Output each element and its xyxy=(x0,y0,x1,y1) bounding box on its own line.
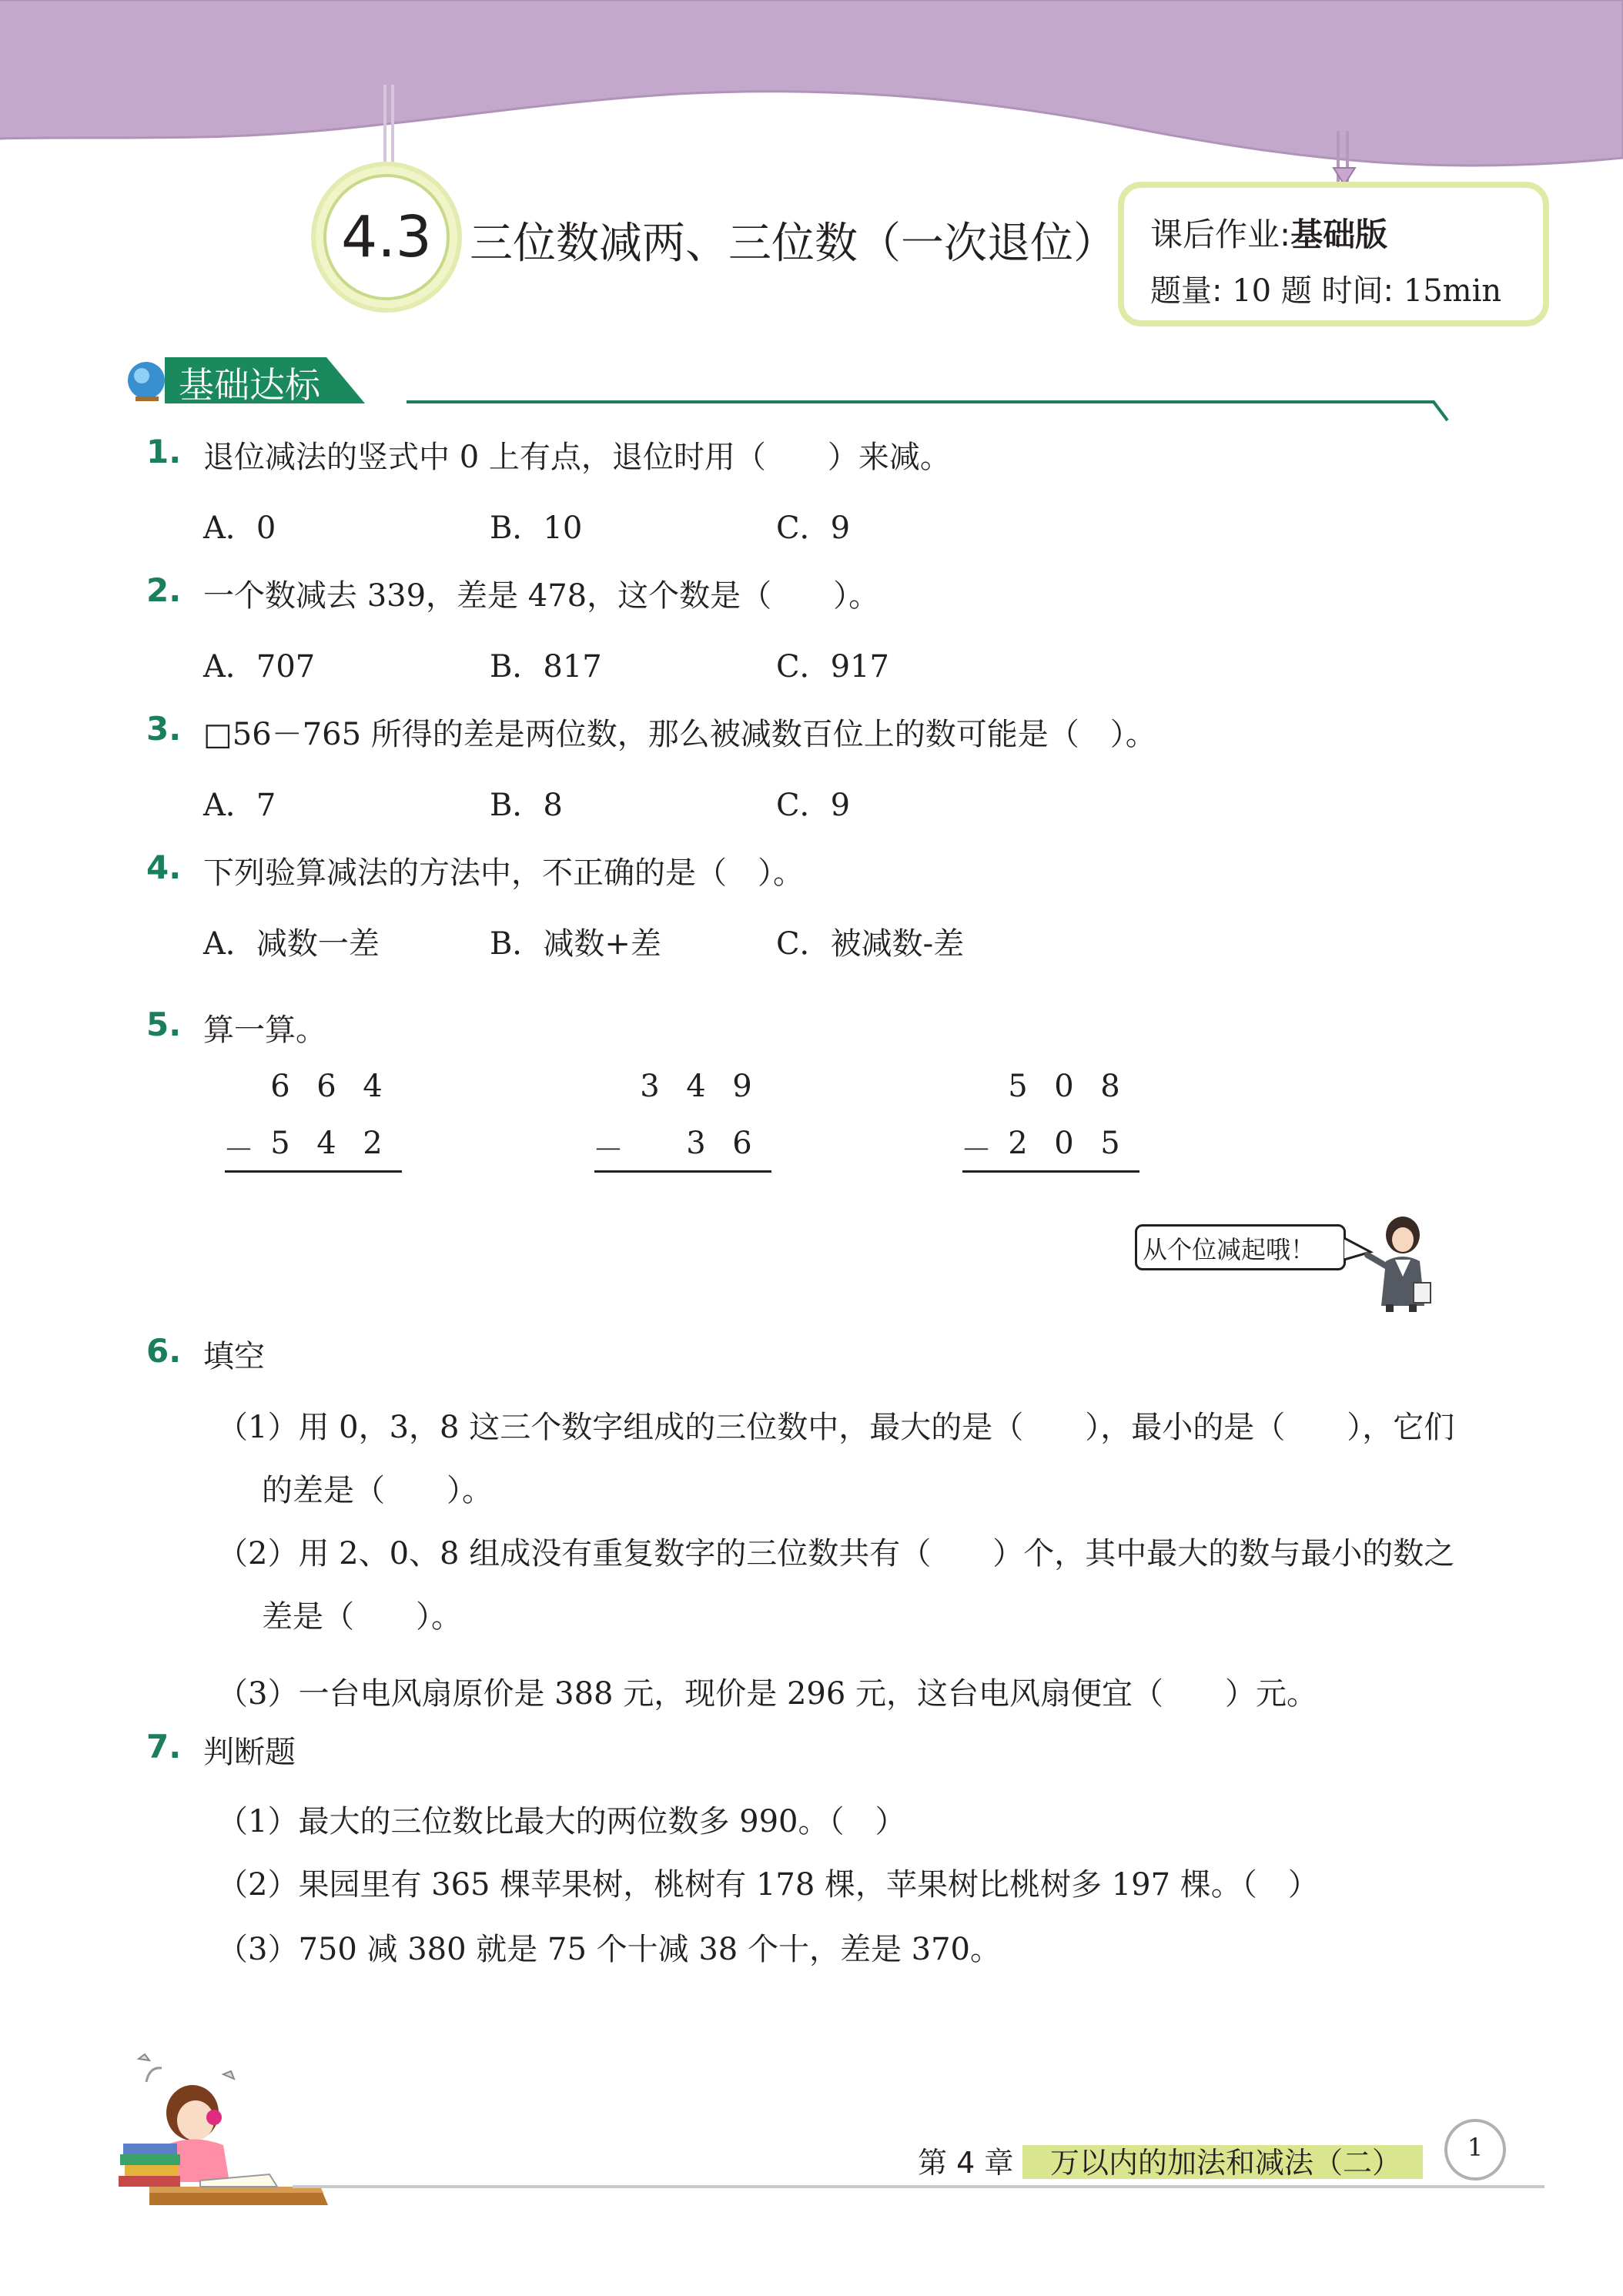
option-c: C．917 xyxy=(776,649,889,684)
judge-item: （2）果园里有 365 棵苹果树，桃树有 178 棵，苹果树比桃树多 197 棵。（ ） xyxy=(217,1867,1319,1903)
lesson-title: 三位数减两、三位数（一次退位） xyxy=(470,219,1116,269)
digit: 6 xyxy=(270,1069,290,1104)
question-number: 3. xyxy=(146,710,182,748)
homework-version: 课后作业:基础版 xyxy=(1150,216,1388,253)
option-a: A．减数一差 xyxy=(203,926,380,962)
fill-item-line: （3）一台电风扇原价是 388 元，现价是 296 元，这台电风扇便宜（ ）元。 xyxy=(217,1676,1318,1712)
digit: 0 xyxy=(1054,1069,1074,1104)
digit: 3 xyxy=(686,1126,706,1161)
digit: 5 xyxy=(1008,1069,1028,1104)
digit: 0 xyxy=(1054,1126,1074,1161)
judge-item: （1）最大的三位数比最大的两位数多 990。（ ） xyxy=(217,1804,906,1839)
footer-chapter-title: 万以内的加法和减法（二） xyxy=(1050,2146,1402,2180)
option-b: B．10 xyxy=(490,510,583,546)
fill-item-line: （2）用 2、0、8 组成没有重复数字的三位数共有（ ）个，其中最大的数与最小的数之 xyxy=(217,1536,1455,1571)
page-number: 1 xyxy=(1444,2119,1506,2181)
digit: 2 xyxy=(1008,1126,1028,1161)
question-number: 2. xyxy=(146,571,182,609)
digit: 8 xyxy=(1100,1069,1120,1104)
minus-sign: － xyxy=(223,1133,254,1168)
option-a: A．7 xyxy=(203,788,276,823)
question-text: 判断题 xyxy=(203,1735,296,1770)
footer-divider xyxy=(293,2185,1544,2188)
digit: 9 xyxy=(732,1069,752,1104)
section-number: 4.3 xyxy=(323,174,450,300)
question-text: 一个数减去 339，差是 478，这个数是（ ）。 xyxy=(203,578,880,614)
minus-sign: － xyxy=(961,1133,992,1168)
option-c: C．9 xyxy=(776,788,851,823)
option-b: B．8 xyxy=(490,788,563,823)
option-c: C．9 xyxy=(776,510,851,546)
answer-line xyxy=(962,1170,1139,1173)
question-text: 退位减法的竖式中 0 上有点，退位时用（ ）来减。 xyxy=(203,440,951,475)
question-text: 算一算。 xyxy=(203,1012,326,1048)
judge-item: （3）750 减 380 就是 75 个十减 38 个十，差是 370。 xyxy=(217,1932,1002,1967)
option-a: A．707 xyxy=(203,649,316,684)
question-number: 1. xyxy=(146,433,182,470)
digit: 4 xyxy=(363,1069,383,1104)
header-banner xyxy=(0,0,1623,185)
option-c: C．被减数-差 xyxy=(776,926,965,962)
question-number: 7. xyxy=(146,1728,182,1766)
version-label: 基础版 xyxy=(1290,216,1388,253)
question-text: □56－765 所得的差是两位数，那么被减数百位上的数可能是（ ）。 xyxy=(203,717,1156,752)
student-reading-illustration-icon xyxy=(115,2051,331,2213)
question-text: 下列验算减法的方法中，不正确的是（ ）。 xyxy=(203,855,804,891)
option-b: B．减数+差 xyxy=(490,926,661,962)
question-number: 6. xyxy=(146,1332,182,1370)
footer-chapter: 第 4 章 xyxy=(918,2146,1014,2180)
question-number: 4. xyxy=(146,848,182,886)
hint-text: 从个位减起哦！ xyxy=(1143,1235,1316,1264)
digit: 6 xyxy=(732,1126,752,1161)
fill-item-line: （1）用 0，3，8 这三个数字组成的三位数中，最大的是（ ），最小的是（ ），它们 xyxy=(217,1410,1455,1445)
section-heading: 基础达标 xyxy=(179,364,320,406)
question-text: 填空 xyxy=(203,1339,265,1374)
digit: 6 xyxy=(316,1069,336,1104)
fill-item-line: 的差是（ ）。 xyxy=(262,1473,493,1508)
homework-meta: 题量: 10 题 时间: 15min xyxy=(1150,273,1502,309)
digit: 2 xyxy=(363,1126,383,1161)
digit: 3 xyxy=(640,1069,660,1104)
teacher-illustration-icon xyxy=(1363,1215,1440,1314)
digit: 5 xyxy=(270,1126,290,1161)
digit: 5 xyxy=(1100,1126,1120,1161)
digit: 4 xyxy=(316,1126,336,1161)
option-a: A．0 xyxy=(203,510,276,546)
answer-line xyxy=(225,1170,402,1173)
answer-line xyxy=(594,1170,771,1173)
question-number: 5. xyxy=(146,1006,182,1043)
minus-sign: － xyxy=(593,1133,624,1168)
fill-item-line: 差是（ ）。 xyxy=(262,1599,462,1635)
digit: 4 xyxy=(686,1069,706,1104)
option-b: B．817 xyxy=(490,649,602,684)
